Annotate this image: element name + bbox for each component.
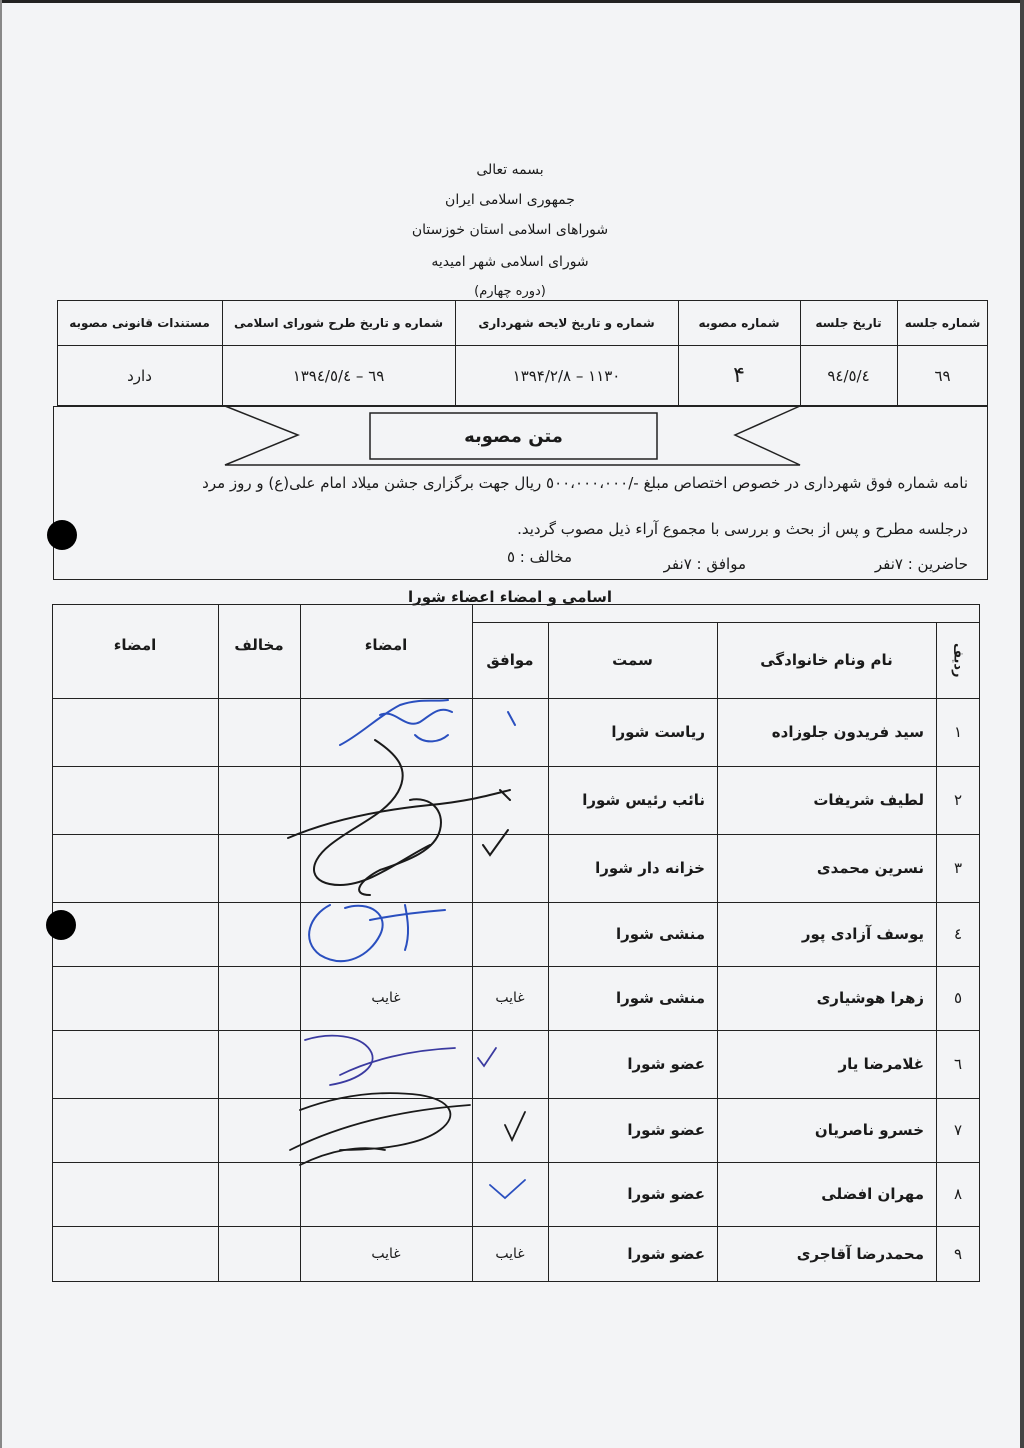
member-position: عضو شورا: [627, 1245, 705, 1263]
signature-stroke-12: [300, 1093, 450, 1150]
member-row-number: ٥: [953, 989, 963, 1007]
info-value-plan-number-date: ٦٩ – ۱۳۹٤/٥/٤: [292, 366, 385, 385]
member-position: عضو شورا: [627, 1185, 705, 1203]
resolution-agree-count: موافق : ۷نفر: [663, 555, 746, 573]
member-position: منشی شورا: [615, 925, 705, 943]
member-name: خسرو ناصریان: [814, 1121, 924, 1139]
member-position: عضو شورا: [627, 1055, 705, 1073]
members-header-agree: موافق: [486, 651, 534, 669]
member-position: عضو شورا: [627, 1121, 705, 1139]
signature-stroke-9: [405, 905, 408, 950]
signature-stroke-14: [300, 1148, 385, 1165]
member-row-number: ۷: [953, 1121, 963, 1139]
signature-stroke-11: [340, 1048, 455, 1075]
header-term: (دوره چهارم): [474, 284, 546, 299]
info-header-legal-documents: مستندات قانونی مصوبه: [69, 315, 210, 330]
member-name: سید فریدون جلوزاده: [771, 723, 924, 741]
signature-stroke-3: [415, 735, 448, 741]
members-table-title: اسامی و امضاء اعضاء شورا: [407, 588, 613, 606]
member-row-number: ۸: [953, 1185, 963, 1203]
members-header-position: سمت: [612, 651, 653, 669]
info-header-session-number: شماره جلسه: [904, 315, 981, 330]
member-position: خزانه دار شورا: [595, 859, 705, 877]
member-position: نائب رئیس شورا: [582, 791, 705, 809]
info-header-resolution-number: شماره مصوبه: [698, 315, 780, 330]
members-header-disagree: مخالف: [234, 636, 284, 654]
signature-stroke-2: [380, 710, 452, 724]
resolution-text-line-2: درجلسه مطرح و پس از بحث و بررسی با مجموع آراء ذیل مصوب گردید.: [517, 520, 968, 538]
member-signature: غایب: [371, 990, 401, 1006]
members-header-signature-2: امضاء: [113, 636, 157, 654]
info-value-session-date: ٩٤/٥/٤: [827, 366, 870, 385]
member-agree-mark: غایب: [495, 1246, 525, 1262]
header-country: جمهوری اسلامی ایران: [445, 192, 575, 208]
binder-hole-bottom: [46, 910, 76, 940]
member-name: زهرا هوشیاری: [816, 989, 924, 1007]
check-row-8: [490, 1180, 525, 1198]
info-value-session-number: ٦٩: [934, 366, 951, 385]
check-row-7: [505, 1112, 525, 1140]
member-row-number: ۲: [953, 791, 963, 809]
member-row-number: ٤: [953, 925, 963, 943]
signature-stroke-10: [305, 1036, 373, 1085]
info-value-bill-number-date: ۱۱۳۰ – ۱۳۹۴/۲/۸: [512, 366, 621, 385]
member-row-number: ۹: [953, 1245, 963, 1263]
member-row-number: ٦: [953, 1055, 963, 1073]
resolution-disagree-count: مخالف : ٥: [506, 548, 572, 566]
members-header-name: نام ونام خانوادگی: [760, 651, 893, 669]
resolution-present-count: حاضرین : ۷نفر: [874, 555, 968, 573]
members-header-row-number: ردیف: [950, 642, 966, 678]
info-value-legal-documents: دارد: [127, 366, 152, 385]
check-row-1: [508, 712, 515, 725]
check-row-3: [483, 830, 508, 855]
signature-stroke-1: [340, 700, 448, 745]
member-name: غلامرضا یار: [838, 1055, 924, 1073]
header-province-councils: شوراهای اسلامی استان خوزستان: [411, 222, 609, 238]
member-row-number: ۳: [953, 859, 963, 877]
resolution-text-line-1: نامه شماره فوق شهرداری در خصوص اختصاص مبلغ -/٥٠٠،٠٠٠،٠٠٠ ریال جهت برگزاری جشن میلاد امام علی(ع) و روز مرد: [202, 474, 968, 492]
member-position: منشی شورا: [615, 989, 705, 1007]
signature-stroke-5: [288, 790, 510, 838]
member-agree-mark: غایب: [495, 990, 525, 1006]
member-name: یوسف آزادی پور: [801, 925, 924, 943]
member-row-number: ۱: [953, 723, 963, 741]
header-city-council: شورای اسلامی شهر امیدیه: [431, 254, 589, 270]
info-value-resolution-number: ۴: [733, 363, 745, 388]
binder-hole-top: [47, 520, 77, 550]
member-position: ریاست شورا: [611, 723, 705, 741]
info-header-plan-number-date: شماره و تاریخ طرح شورای اسلامی: [233, 315, 444, 330]
member-signature: غایب: [371, 1246, 401, 1262]
info-header-session-date: تاریخ جلسه: [815, 315, 882, 330]
member-name: محمدرضا آقاجری: [796, 1245, 924, 1263]
info-header-bill-number-date: شماره و تاریخ لایحه شهرداری: [478, 315, 655, 330]
member-name: نسرین محمدی: [816, 859, 924, 877]
members-header-signature: امضاء: [364, 636, 408, 654]
member-name: لطیف شریفات: [813, 791, 924, 809]
header-bismillah: بسمه تعالی: [476, 162, 544, 178]
check-row-6: [478, 1048, 496, 1066]
resolution-banner-title: متن مصوبه: [464, 425, 563, 447]
member-name: مهران افضلی: [821, 1185, 924, 1203]
signature-stroke-7: [309, 905, 383, 961]
